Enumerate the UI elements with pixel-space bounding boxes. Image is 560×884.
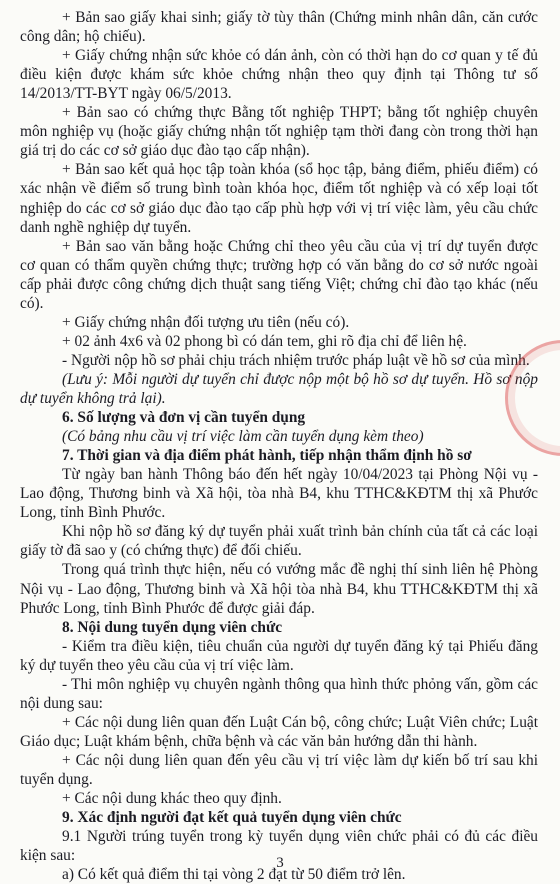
text-line: kiện sau: (20, 847, 76, 865)
text-line: Khi nộp hồ sơ đăng ký dự tuyển phải xuất trình bản chính của tất cả các loại (62, 523, 538, 541)
text-line: nghiệp do các cơ sở giáo dục đào tạo cấp phù hợp với vị trí việc làm, yêu cầu chức (20, 199, 538, 217)
text-line: công dân; hộ chiếu). (20, 28, 146, 46)
text-line: (Lưu ý: Mỗi người dự tuyển chỉ được nộp một bộ hồ sơ dự tuyển. Hồ sơ nộp (62, 370, 538, 388)
text-line: (Có bảng nhu cầu vị trí việc làm cần tuyển dụng kèm theo) (62, 428, 424, 446)
text-line: - Người nộp hồ sơ phải chịu trách nhiệm trước pháp luật về hồ sơ của mình. (62, 351, 530, 369)
text-line: + Các nội dung khác theo quy định. (62, 790, 282, 808)
text-line: giấy tờ đã sao y (có chứng thực) để đối chiếu. (20, 542, 302, 560)
text-line: - Thi môn nghiệp vụ chuyên ngành thông qua hình thức phỏng vấn, gồm các (62, 675, 538, 693)
text-line: Trong quá trình thực hiện, nếu có vướng mắc đề nghị thí sinh liên hệ Phòng (62, 561, 538, 579)
text-line: + Bản sao văn bằng hoặc Chứng chỉ theo yêu cầu của vị trí dự tuyển được (62, 237, 538, 255)
text-line: a) Có kết quả điểm thi tại vòng 2 đạt từ 50 điểm trở lên. (62, 866, 406, 884)
section-heading: 7. Thời gian và địa điểm phát hành, tiếp nhận thẩm định hồ sơ (62, 447, 472, 465)
text-line: dự tuyển không trả lại). (20, 390, 166, 407)
text-line: + Bản sao giấy khai sinh; giấy tờ tùy thân (Chứng minh nhân dân, căn cước (62, 9, 538, 26)
page-number: 3 (276, 855, 284, 871)
text-line: xác nhận về điểm số trung bình toàn khóa học, điểm tốt nghiệp và có xếp loại tốt (20, 180, 538, 198)
text-line: môn nghiệp vụ (hoặc giấy chứng nhận tốt nghiệp tạm thời đang còn trong thời hạn (20, 123, 538, 141)
text-line: ký dự tuyển theo yêu cầu của vị trí việc làm. (20, 656, 294, 674)
text-line: Từ ngày ban hành Thông báo đến hết ngày 10/04/2023 tại Phòng Nội vụ - (62, 466, 538, 484)
text-line: Long, tỉnh Bình Phước. (20, 504, 166, 522)
text-line: nội dung sau: (20, 694, 103, 712)
text-line: giá trị do các cơ sở giáo dục đào tạo cấp nhận). (20, 142, 310, 160)
text-line: tuyển dụng. (20, 771, 93, 788)
section-heading: 9. Xác định người đạt kết quả tuyển dụng viên chức (62, 809, 402, 827)
text-line: cơ quan có thẩm quyền chứng thực; trường hợp có văn bằng do cơ sở nước ngoài (20, 256, 538, 274)
text-line: 9.1 Người trúng tuyển trong kỳ tuyển dụng viên chức phải có đủ các điều (62, 828, 538, 846)
text-line: 14/2013/TT-BYT ngày 06/5/2013. (20, 85, 232, 103)
text-line: Nội vụ - Lao động, Thương binh và Xã hội tòa nhà B4, khu TTHC&KĐTM thị xã (20, 580, 538, 598)
text-line: + Các nội dung liên quan đến yêu cầu vị trí việc làm dự kiến bố trí sau khi (62, 751, 538, 769)
text-line: Giáo dục; Luật khám bệnh, chữa bệnh và các văn bản hướng dẫn thi hành. (20, 732, 478, 750)
text-line: danh nghề nghiệp dự tuyển. (20, 218, 192, 236)
text-line: + Giấy chứng nhận đối tượng ưu tiên (nếu có). (62, 313, 350, 331)
text-line: cấp phải được công chứng dịch thuật sang tiếng Việt; chứng chỉ đào tạo khác (nếu (20, 275, 538, 293)
text-line: + Các nội dung liên quan đến Luật Cán bộ, công chức; Luật Viên chức; Luật (62, 713, 538, 731)
text-line: điều kiện được khám sức khỏe chứng nhận theo quy định tại Thông tư số (20, 66, 538, 84)
text-line: + 02 ảnh 4x6 và 02 phong bì có dán tem, ghi rõ địa chỉ để liên hệ. (62, 332, 467, 350)
text-line: Phước Long, tỉnh Bình Phước để được giải đáp. (20, 599, 315, 617)
section-heading: 6. Số lượng và đơn vị cần tuyển dụng (62, 409, 306, 427)
text-line: có). (20, 294, 44, 312)
text-line: - Kiểm tra điều kiện, tiêu chuẩn của người dự tuyển đăng ký tại Phiếu đăng (62, 637, 538, 655)
text-line: + Bản sao kết quả học tập toàn khóa (sổ học tập, bảng điểm, phiếu điểm) có (62, 161, 538, 179)
text-line: + Bản sao có chứng thực Bằng tốt nghiệp THPT; bằng tốt nghiệp chuyên (62, 104, 538, 122)
section-heading: 8. Nội dung tuyển dụng viên chức (62, 618, 283, 636)
text-line: Lao động, Thương binh và Xã hội, tòa nhà B4, khu TTHC&KĐTM thị xã Phước (20, 485, 538, 503)
text-line: + Giấy chứng nhận sức khỏe có dán ảnh, còn có thời hạn do cơ quan y tế đủ (62, 47, 538, 65)
